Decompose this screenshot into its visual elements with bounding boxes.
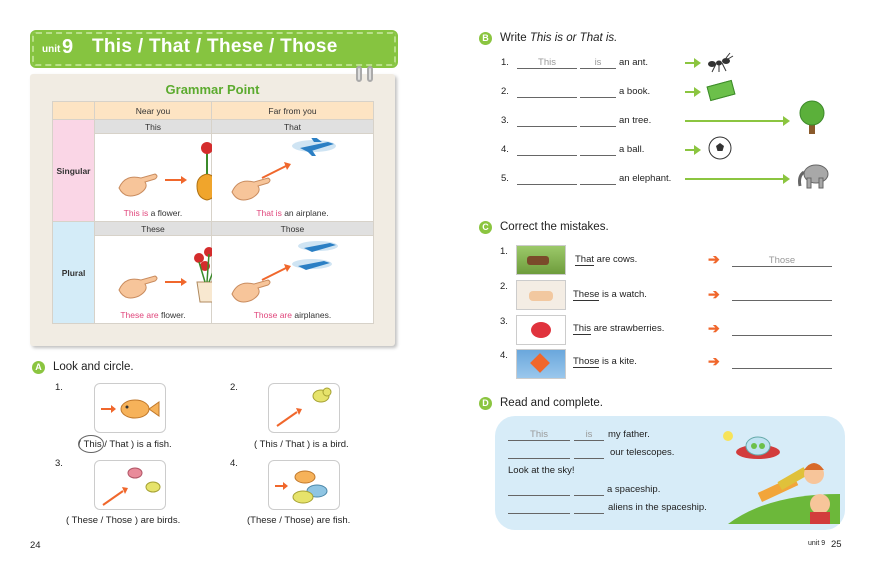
c-rest: are strawberries. (590, 323, 665, 334)
d-line-text: our telescopes. (610, 447, 675, 458)
section-b-icon: B (479, 32, 492, 45)
c-answer[interactable]: Those (732, 255, 832, 267)
hand-airplanes-illustration (222, 240, 352, 310)
section-c-icon: C (479, 221, 492, 234)
section-b-title-text: Write (500, 32, 530, 44)
c-mistake-word: This (573, 323, 591, 334)
b-answer-2[interactable]: is (580, 57, 616, 69)
c-mistake-word: That (575, 254, 595, 265)
b-answer-2[interactable] (580, 86, 616, 98)
word-this: This (95, 120, 212, 134)
ant-icon (704, 52, 734, 74)
b-answer-1[interactable] (517, 144, 577, 156)
b-answer-1[interactable]: This (517, 57, 577, 69)
page-number-left: 24 (30, 540, 41, 551)
section-d-icon: D (479, 397, 492, 410)
example-rest: an airplane. (281, 208, 329, 218)
orange-arrow-icon: ➔ (708, 353, 720, 369)
b-answer-1[interactable] (517, 173, 577, 185)
c-mistake-word: These (573, 289, 600, 300)
green-arrow (685, 120, 788, 122)
a-picture-box (94, 460, 166, 510)
b-item-num: 4. (501, 144, 509, 155)
grammar-table (52, 101, 374, 324)
c-item-num: 1. (500, 246, 508, 257)
example-highlight: This is (123, 208, 149, 218)
kite-photo (516, 349, 566, 379)
a-item-num: 4. (230, 458, 238, 469)
a-sentence[interactable]: (These / Those) are fish. (247, 515, 351, 526)
col-near: Near you (95, 102, 212, 120)
orange-arrow-icon: ➔ (708, 320, 720, 336)
d-answer-2[interactable]: is (574, 429, 604, 441)
a-item-num: 3. (55, 458, 63, 469)
d-answer-2[interactable] (574, 502, 604, 514)
c-answer[interactable] (732, 324, 832, 336)
grammar-title: Grammar Point (165, 82, 260, 97)
b-rest: a ball. (619, 144, 645, 155)
binder-clip (356, 66, 362, 82)
c-sentence (573, 356, 637, 367)
d-answer-1[interactable]: This (508, 429, 570, 441)
page-number-right: 25 (831, 539, 842, 550)
b-item-num: 5. (501, 173, 509, 184)
unit-footer: unit 9 (808, 540, 826, 547)
b-answer-2[interactable] (580, 115, 616, 127)
d-line-text: a spaceship. (607, 484, 661, 495)
a-item-num: 1. (55, 382, 63, 393)
b-rest: an ant. (619, 57, 649, 68)
watch-photo (516, 280, 566, 310)
d-line-text: Look at the sky! (508, 465, 575, 476)
section-a-title: Look and circle. (53, 361, 134, 373)
a-sentence[interactable]: ( This / That ) is a bird. (254, 439, 349, 450)
c-answer[interactable] (732, 289, 832, 301)
birds-far-illustration (95, 461, 167, 511)
word-that: That (211, 120, 373, 134)
c-item-num: 4. (500, 350, 508, 361)
section-c-title: Correct the mistakes. (500, 221, 609, 233)
answer-circle (78, 435, 104, 453)
row-singular: Singular (53, 120, 95, 222)
example-rest: a flower. (148, 208, 183, 218)
b-rest: an tree. (619, 115, 652, 126)
d-answer-1[interactable] (508, 502, 570, 514)
example-rest: airplanes. (292, 310, 332, 320)
example-highlight: These are (120, 310, 159, 320)
green-arrow (685, 178, 788, 180)
c-sentence (573, 289, 647, 300)
a-sentence[interactable]: ( These / Those ) are birds. (66, 515, 181, 526)
unit-number: 9 (62, 36, 74, 58)
b-answer-1[interactable] (517, 86, 577, 98)
example-rest: flower. (158, 310, 186, 320)
d-answer-2[interactable] (574, 484, 604, 496)
section-d-title: Read and complete. (500, 397, 603, 409)
c-sentence (575, 254, 637, 265)
cell-this-example (95, 134, 212, 222)
a-picture-box (268, 383, 340, 433)
fish-near-illustration (95, 384, 167, 434)
c-item-num: 3. (500, 316, 508, 327)
c-rest: is a kite. (599, 356, 637, 367)
ball-icon (708, 136, 732, 160)
book-icon (707, 80, 736, 101)
cows-photo (516, 245, 566, 275)
d-answer-2[interactable] (574, 447, 604, 459)
c-mistake-word: Those (573, 356, 600, 367)
c-item-num: 2. (500, 281, 508, 292)
word-these: These (95, 222, 212, 236)
green-arrow (685, 149, 699, 151)
section-b-title-em: This is or That is. (529, 32, 618, 44)
b-answer-2[interactable] (580, 144, 616, 156)
spaceship-telescope-illustration (718, 424, 840, 524)
a-picture-box (268, 460, 340, 510)
row-plural: Plural (53, 222, 95, 324)
b-item-num: 3. (501, 115, 509, 126)
c-sentence (573, 323, 664, 334)
cell-these-example (95, 236, 212, 324)
b-item-num: 2. (501, 86, 509, 97)
fish-near-group-illustration (269, 461, 341, 511)
unit-title: This / That / These / Those (92, 36, 338, 57)
d-answer-1[interactable] (508, 484, 570, 496)
example-highlight: Those are (253, 310, 292, 320)
binder-clip (367, 66, 373, 82)
section-a-icon: A (32, 361, 45, 374)
d-line-text: my father. (608, 429, 650, 440)
d-line-text: aliens in the spaceship. (608, 502, 707, 513)
strawberries-photo (516, 315, 566, 345)
b-rest: an elephant. (619, 173, 672, 184)
green-arrow (685, 91, 699, 93)
d-answer-1[interactable] (508, 447, 570, 459)
b-item-num: 1. (501, 57, 509, 68)
hand-airplane-illustration (222, 138, 352, 208)
green-arrow (685, 62, 699, 64)
a-picture-box (94, 383, 166, 433)
section-b-title (500, 32, 617, 44)
example-highlight: That is (256, 208, 282, 218)
bird-far-illustration (269, 384, 341, 434)
c-answer[interactable] (732, 357, 832, 369)
c-rest: are cows. (594, 254, 638, 265)
cell-that-example (211, 134, 373, 222)
elephant-icon (796, 162, 832, 190)
b-answer-2[interactable] (580, 173, 616, 185)
word-those: Those (211, 222, 373, 236)
col-far: Far from you (211, 102, 373, 120)
b-answer-1[interactable] (517, 115, 577, 127)
unit-label: unit (42, 44, 61, 55)
orange-arrow-icon: ➔ (708, 286, 720, 302)
c-rest: is a watch. (599, 289, 647, 300)
tree-icon (796, 100, 828, 136)
a-item-num: 2. (230, 382, 238, 393)
orange-arrow-icon: ➔ (708, 251, 720, 267)
a-sentence[interactable]: ( This / That ) is a fish. (78, 439, 172, 450)
cell-those-example (211, 236, 373, 324)
b-rest: a book. (619, 86, 651, 97)
